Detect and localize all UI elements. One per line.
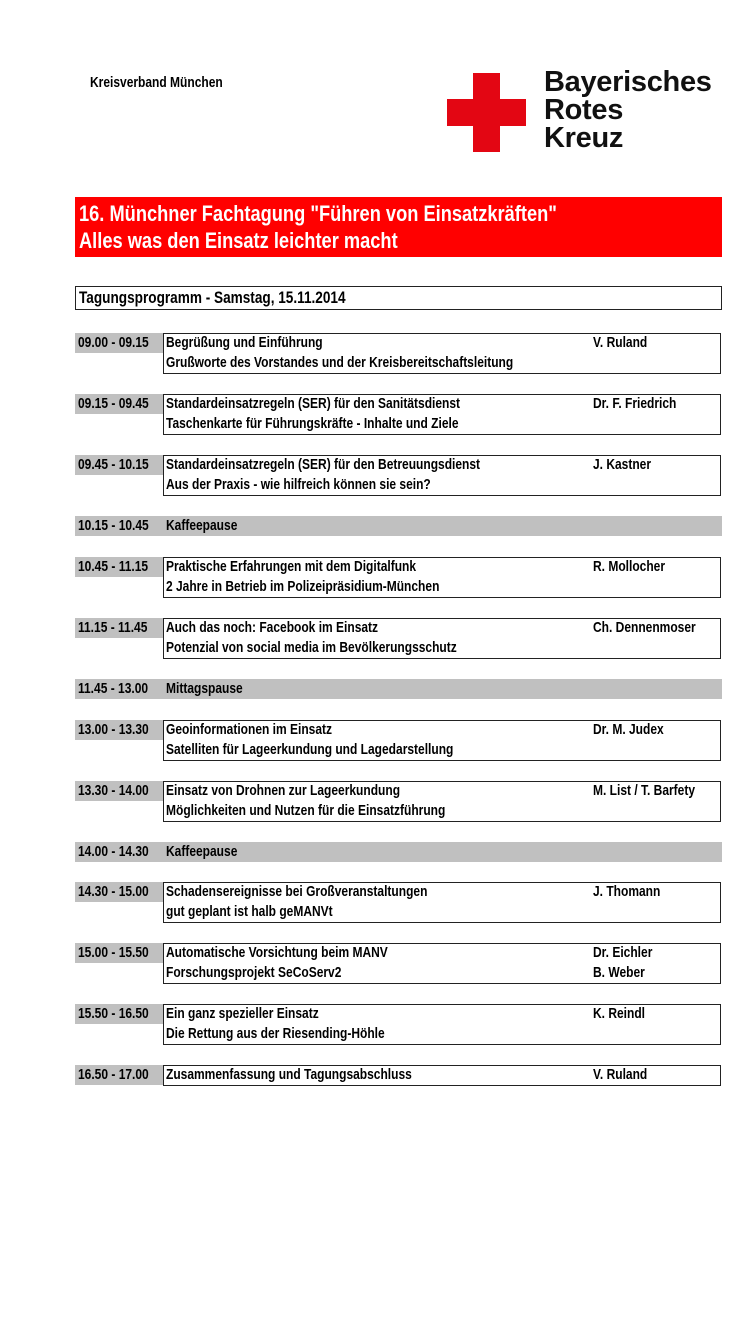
talk-subtitle: Potenzial von social media im Bevölkerungsschutz	[166, 639, 457, 656]
talk-title: Ein ganz spezieller Einsatz	[166, 1005, 319, 1022]
talk-box	[163, 781, 721, 822]
red-cross-icon	[447, 73, 526, 152]
time-slot: 14.30 - 15.00	[75, 882, 163, 902]
talk-title: Auch das noch: Facebook im Einsatz	[166, 619, 379, 636]
time-slot: 15.00 - 15.50	[75, 943, 163, 963]
time-slot: 15.50 - 16.50	[75, 1004, 163, 1024]
speaker-name: K. Reindl	[593, 1005, 646, 1022]
time-slot: 09.00 - 09.15	[75, 333, 163, 353]
talk-title: Schadensereignisse bei Großveranstaltungen	[166, 883, 428, 900]
organization-name: Kreisverband München	[90, 74, 223, 91]
time-slot: 13.30 - 14.00	[75, 781, 163, 801]
talk-box	[163, 557, 721, 598]
time-slot: 11.45 - 13.00	[78, 680, 149, 697]
talk-box	[163, 1004, 721, 1045]
talk-box	[163, 394, 721, 435]
speaker-name: Dr. M. Judex	[593, 721, 664, 738]
speaker-name: J. Kastner	[593, 456, 652, 473]
time-slot: 13.00 - 13.30	[75, 720, 163, 740]
talk-subtitle: Grußworte des Vorstandes und der Kreisbereitschaftsleitung	[166, 354, 514, 371]
time-slot: 09.15 - 09.45	[75, 394, 163, 414]
schedule-break-row	[75, 679, 722, 699]
event-banner	[75, 197, 722, 257]
speaker-name: V. Ruland	[593, 334, 648, 351]
talk-title: Geoinformationen im Einsatz	[166, 721, 333, 738]
talk-box	[163, 618, 721, 659]
event-title: 16. Münchner Fachtagung "Führen von Einsatzkräften"	[79, 201, 557, 226]
schedule-break-row	[75, 516, 722, 536]
speaker-name: R. Mollocher	[593, 558, 666, 575]
brand-line-2: Rotes	[544, 94, 624, 126]
program-heading-box	[75, 286, 722, 310]
talk-title: Standardeinsatzregeln (SER) für den Sanitätsdienst	[166, 395, 461, 412]
speaker-name: Dr. Eichler	[593, 944, 653, 961]
speaker-name: M. List / T. Barfety	[593, 782, 696, 799]
speaker-name: V. Ruland	[593, 1066, 648, 1083]
time-slot: 10.15 - 10.45	[78, 517, 149, 534]
speaker-name: J. Thomann	[593, 883, 661, 900]
talk-subtitle: Aus der Praxis - wie hilfreich können sie sein?	[166, 476, 431, 493]
time-slot: 10.45 - 11.15	[75, 557, 163, 577]
talk-subtitle: gut geplant ist halb geMANVt	[166, 903, 333, 920]
talk-box	[163, 720, 721, 761]
time-slot: 16.50 - 17.00	[75, 1065, 163, 1085]
talk-title: Einsatz von Drohnen zur Lageerkundung	[166, 782, 401, 799]
program-heading: Tagungsprogramm - Samstag, 15.11.2014	[79, 288, 346, 307]
talk-subtitle: Die Rettung aus der Riesending-Höhle	[166, 1025, 385, 1042]
talk-title: Zusammenfassung und Tagungsabschluss	[166, 1066, 412, 1083]
brand-line-3: Kreuz	[544, 122, 624, 154]
break-label: Mittagspause	[166, 680, 243, 697]
talk-subtitle: Satelliten für Lageerkundung und Lagedarstellung	[166, 741, 454, 758]
talk-subtitle: Möglichkeiten und Nutzen für die Einsatzführung	[166, 802, 446, 819]
break-label: Kaffeepause	[166, 843, 238, 860]
talk-box	[163, 1065, 721, 1086]
event-subtitle: Alles was den Einsatz leichter macht	[79, 228, 398, 253]
talk-title: Praktische Erfahrungen mit dem Digitalfunk	[166, 558, 417, 575]
talk-title: Automatische Vorsichtung beim MANV	[166, 944, 388, 961]
speaker-name: B. Weber	[593, 964, 645, 981]
talk-box	[163, 333, 721, 374]
talk-subtitle: Forschungsprojekt SeCoServ2	[166, 964, 342, 981]
brand-logo-text	[544, 68, 712, 152]
schedule-break-row	[75, 842, 722, 862]
time-slot: 11.15 - 11.45	[75, 618, 163, 638]
break-label: Kaffeepause	[166, 517, 238, 534]
talk-title: Standardeinsatzregeln (SER) für den Betreuungsdienst	[166, 456, 481, 473]
time-slot: 14.00 - 14.30	[78, 843, 149, 860]
time-slot: 09.45 - 10.15	[75, 455, 163, 475]
speaker-name: Dr. F. Friedrich	[593, 395, 677, 412]
talk-box	[163, 882, 721, 923]
talk-box	[163, 943, 721, 984]
talk-title: Begrüßung und Einführung	[166, 334, 323, 351]
talk-box	[163, 455, 721, 496]
talk-subtitle: Taschenkarte für Führungskräfte - Inhalte und Ziele	[166, 415, 459, 432]
talk-subtitle: 2 Jahre in Betrieb im Polizeipräsidium-München	[166, 578, 440, 595]
speaker-name: Ch. Dennenmoser	[593, 619, 696, 636]
brand-line-1: Bayerisches	[544, 66, 712, 98]
